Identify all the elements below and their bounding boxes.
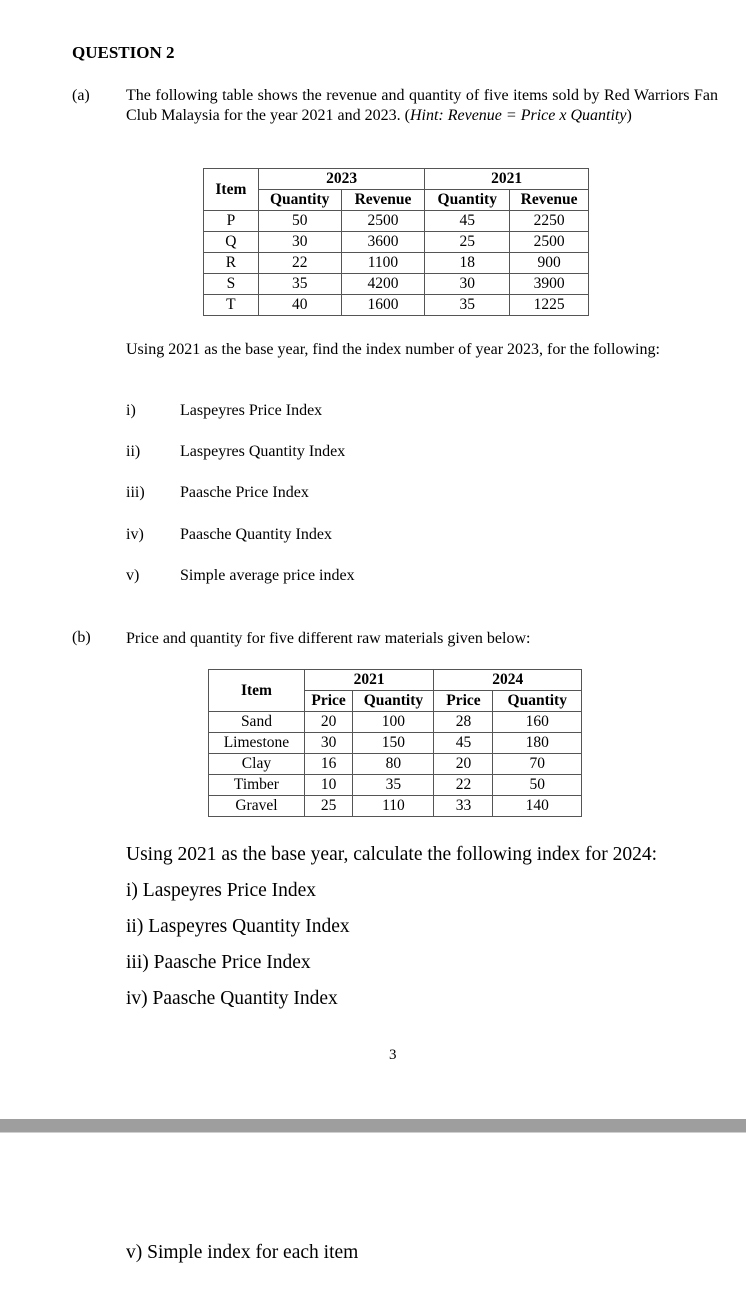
table-cell: Sand [209, 712, 305, 733]
table-cell: Gravel [209, 796, 305, 817]
column-header: Revenue [510, 190, 589, 211]
table-row [209, 733, 582, 754]
table-cell: 10 [304, 775, 352, 796]
table-cell: 25 [304, 796, 352, 817]
table-cell: 40 [258, 295, 341, 316]
part-a-intro-end: ) [626, 107, 632, 124]
table-cell: 35 [425, 295, 510, 316]
table-cell: 1600 [341, 295, 425, 316]
table-cell: 70 [493, 754, 582, 775]
column-header: Quantity [353, 691, 434, 712]
revenue-quantity-table [203, 168, 589, 316]
table-row [204, 295, 589, 316]
table-cell: Q [204, 232, 259, 253]
table-cell: 2250 [510, 211, 589, 232]
list-item: v) Simple index for each item [126, 1242, 359, 1263]
table-cell: 35 [353, 775, 434, 796]
list-item-number: iii) [126, 484, 145, 501]
part-b-marker: (b) [72, 629, 91, 646]
year-2021-header: 2021 [425, 169, 589, 190]
column-header: Quantity [258, 190, 341, 211]
list-item: Laspeyres Quantity Index [180, 443, 346, 460]
table-cell: 140 [493, 796, 582, 817]
page-separator-edge [0, 1132, 746, 1133]
table-cell: 900 [510, 253, 589, 274]
table-cell: 20 [434, 754, 493, 775]
table-row [209, 712, 582, 733]
table-row [204, 211, 589, 232]
table-cell: 30 [304, 733, 352, 754]
part-b-instruction: Using 2021 as the base year, calculate the following index for 2024: [126, 844, 657, 865]
list-item: Paasche Quantity Index [180, 526, 332, 543]
part-a-instruction: Using 2021 as the base year, find the index number of year 2023, for the following: [126, 341, 660, 358]
table-cell: 4200 [341, 274, 425, 295]
list-item-number: iv) [126, 526, 144, 543]
table-cell: Clay [209, 754, 305, 775]
column-header: Price [434, 691, 493, 712]
table-cell: 50 [258, 211, 341, 232]
table-cell: 50 [493, 775, 582, 796]
table-cell: 28 [434, 712, 493, 733]
list-item-number: v) [126, 567, 140, 584]
year-2023-header: 2023 [258, 169, 425, 190]
list-item: Laspeyres Price Index [180, 402, 323, 419]
table-cell: 100 [353, 712, 434, 733]
table-cell: 3900 [510, 274, 589, 295]
table-cell: 33 [434, 796, 493, 817]
raw-materials-table [208, 669, 582, 817]
table-row [204, 274, 589, 295]
list-item-number: ii) [126, 443, 141, 460]
table-cell: S [204, 274, 259, 295]
page-number: 3 [389, 1047, 397, 1063]
table-cell: 150 [353, 733, 434, 754]
table-cell: 45 [425, 211, 510, 232]
table-cell: 2500 [510, 232, 589, 253]
column-header: Quantity [425, 190, 510, 211]
table-cell: 16 [304, 754, 352, 775]
table-cell: 35 [258, 274, 341, 295]
question-title: QUESTION 2 [72, 43, 175, 62]
table-cell: P [204, 211, 259, 232]
table-cell: 3600 [341, 232, 425, 253]
column-header: Revenue [341, 190, 425, 211]
table-cell: 160 [493, 712, 582, 733]
table-cell: 30 [425, 274, 510, 295]
item-header: Item [209, 670, 305, 712]
item-header: Item [204, 169, 259, 211]
list-item: iii) Paasche Price Index [126, 952, 311, 973]
column-header: Price [304, 691, 352, 712]
table-cell: 22 [258, 253, 341, 274]
table-cell: 20 [304, 712, 352, 733]
year-2024-header: 2024 [434, 670, 582, 691]
list-item: iv) Paasche Quantity Index [126, 988, 338, 1009]
table-row [209, 796, 582, 817]
table-row [204, 232, 589, 253]
list-item: Simple average price index [180, 567, 355, 584]
part-b-intro: Price and quantity for five different raw materials given below: [126, 630, 531, 647]
list-item-number: i) [126, 402, 136, 419]
list-item: ii) Laspeyres Quantity Index [126, 916, 350, 937]
table-cell: 110 [353, 796, 434, 817]
table-cell: 25 [425, 232, 510, 253]
table-cell: Limestone [209, 733, 305, 754]
page-separator [0, 1119, 746, 1132]
part-a-intro [126, 86, 718, 126]
table-row [209, 775, 582, 796]
table-row [204, 253, 589, 274]
table-cell: Timber [209, 775, 305, 796]
revenue-hint: Hint: Revenue = Price x Quantity [409, 107, 627, 124]
table-cell: 22 [434, 775, 493, 796]
table-cell: 45 [434, 733, 493, 754]
list-item: Paasche Price Index [180, 484, 309, 501]
column-header: Quantity [493, 691, 582, 712]
part-a-marker: (a) [72, 87, 90, 104]
list-item: i) Laspeyres Price Index [126, 880, 317, 901]
table-cell: 1225 [510, 295, 589, 316]
table-cell: 1100 [341, 253, 425, 274]
part-a-intro-text: The following table shows the revenue and quantity of five items sold by Red Warriors Fan Club Malaysia for the year 2021 and 2023. ( [126, 87, 718, 124]
table-cell: 80 [353, 754, 434, 775]
table-cell: 2500 [341, 211, 425, 232]
table-row [209, 754, 582, 775]
table-cell: 18 [425, 253, 510, 274]
table-cell: 180 [493, 733, 582, 754]
year-2021-header: 2021 [304, 670, 434, 691]
table-cell: 30 [258, 232, 341, 253]
table-cell: R [204, 253, 259, 274]
table-cell: T [204, 295, 259, 316]
